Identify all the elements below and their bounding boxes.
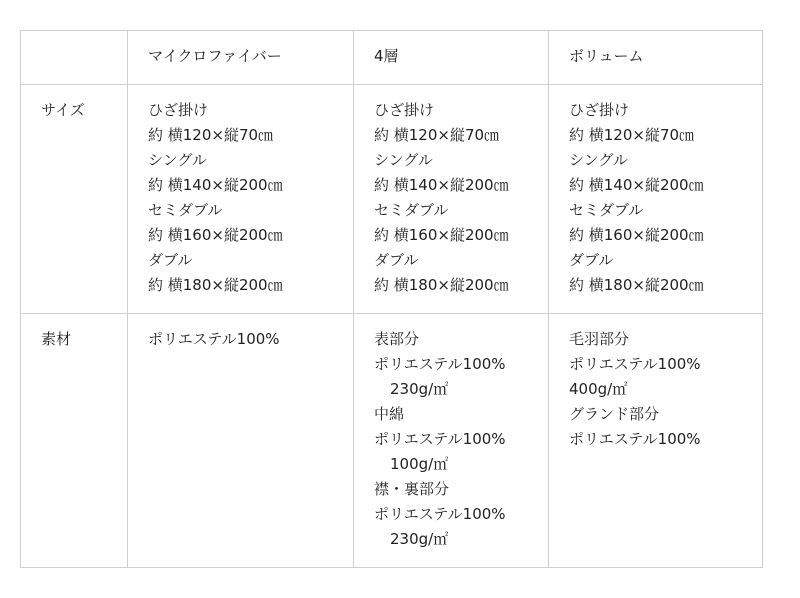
header-cell-4layer: 4層	[354, 31, 549, 85]
cell-line: 約 横160×縦200㎝	[374, 226, 509, 244]
cell-line: ひざ掛け	[569, 101, 630, 119]
size-cell-microfiber	[128, 85, 354, 314]
cell-line: ポリエステル100%	[148, 330, 280, 348]
cell-line: 表部分	[374, 330, 420, 348]
cell-line: 約 横180×縦200㎝	[148, 276, 283, 294]
cell-line: 約 横160×縦200㎝	[148, 226, 283, 244]
cell-line: シングル	[569, 151, 628, 169]
cell-line: セミダブル	[148, 201, 223, 219]
cell-line: 中綿	[374, 405, 405, 423]
cell-line: ポリエステル100%	[374, 505, 506, 523]
cell-line: ポリエステル100%	[374, 430, 506, 448]
cell-line: ポリエステル100%	[374, 355, 506, 373]
cell-line: 毛羽部分	[569, 330, 630, 348]
row-label-size: サイズ	[21, 85, 128, 314]
cell-line: 約 横140×縦200㎝	[569, 176, 704, 194]
cell-line: ダブル	[569, 251, 614, 269]
table-header-row	[21, 31, 763, 85]
cell-line: セミダブル	[569, 201, 644, 219]
cell-line: ひざ掛け	[148, 101, 209, 119]
cell-line: セミダブル	[374, 201, 449, 219]
cell-line: ダブル	[148, 251, 193, 269]
material-cell-4layer	[354, 314, 549, 568]
cell-line: 約 横160×縦200㎝	[569, 226, 704, 244]
cell-line: 230g/㎡	[390, 380, 449, 398]
cell-line: 約 横120×縦70㎝	[569, 126, 695, 144]
cell-line: ポリエステル100%	[569, 430, 701, 448]
size-cell-volume	[549, 85, 763, 314]
material-cell-volume	[549, 314, 763, 568]
cell-line: シングル	[148, 151, 207, 169]
table-row-material	[21, 314, 763, 568]
size-cell-4layer	[354, 85, 549, 314]
material-cell-microfiber	[128, 314, 354, 568]
cell-line: 襟・裏部分	[374, 480, 450, 498]
cell-line: 約 横180×縦200㎝	[374, 276, 509, 294]
cell-line: 約 横120×縦70㎝	[148, 126, 274, 144]
cell-line: 約 横120×縦70㎝	[374, 126, 500, 144]
cell-line: 約 横140×縦200㎝	[374, 176, 509, 194]
header-cell-volume: ボリューム	[549, 31, 763, 85]
cell-line: 約 横140×縦200㎝	[148, 176, 283, 194]
row-label-material: 素材	[21, 314, 128, 568]
spec-table	[20, 30, 763, 568]
cell-line: シングル	[374, 151, 433, 169]
cell-line: 230g/㎡	[390, 530, 449, 548]
cell-line: 100g/㎡	[390, 455, 449, 473]
cell-line: 約 横180×縦200㎝	[569, 276, 704, 294]
table-row-size	[21, 85, 763, 314]
cell-line: ひざ掛け	[374, 101, 435, 119]
cell-line: 400g/㎡	[569, 380, 628, 398]
cell-line: グランド部分	[569, 405, 660, 423]
cell-line: ポリエステル100%	[569, 355, 701, 373]
header-cell-empty	[21, 31, 128, 85]
header-cell-microfiber: マイクロファイバー	[128, 31, 354, 85]
cell-line: ダブル	[374, 251, 419, 269]
